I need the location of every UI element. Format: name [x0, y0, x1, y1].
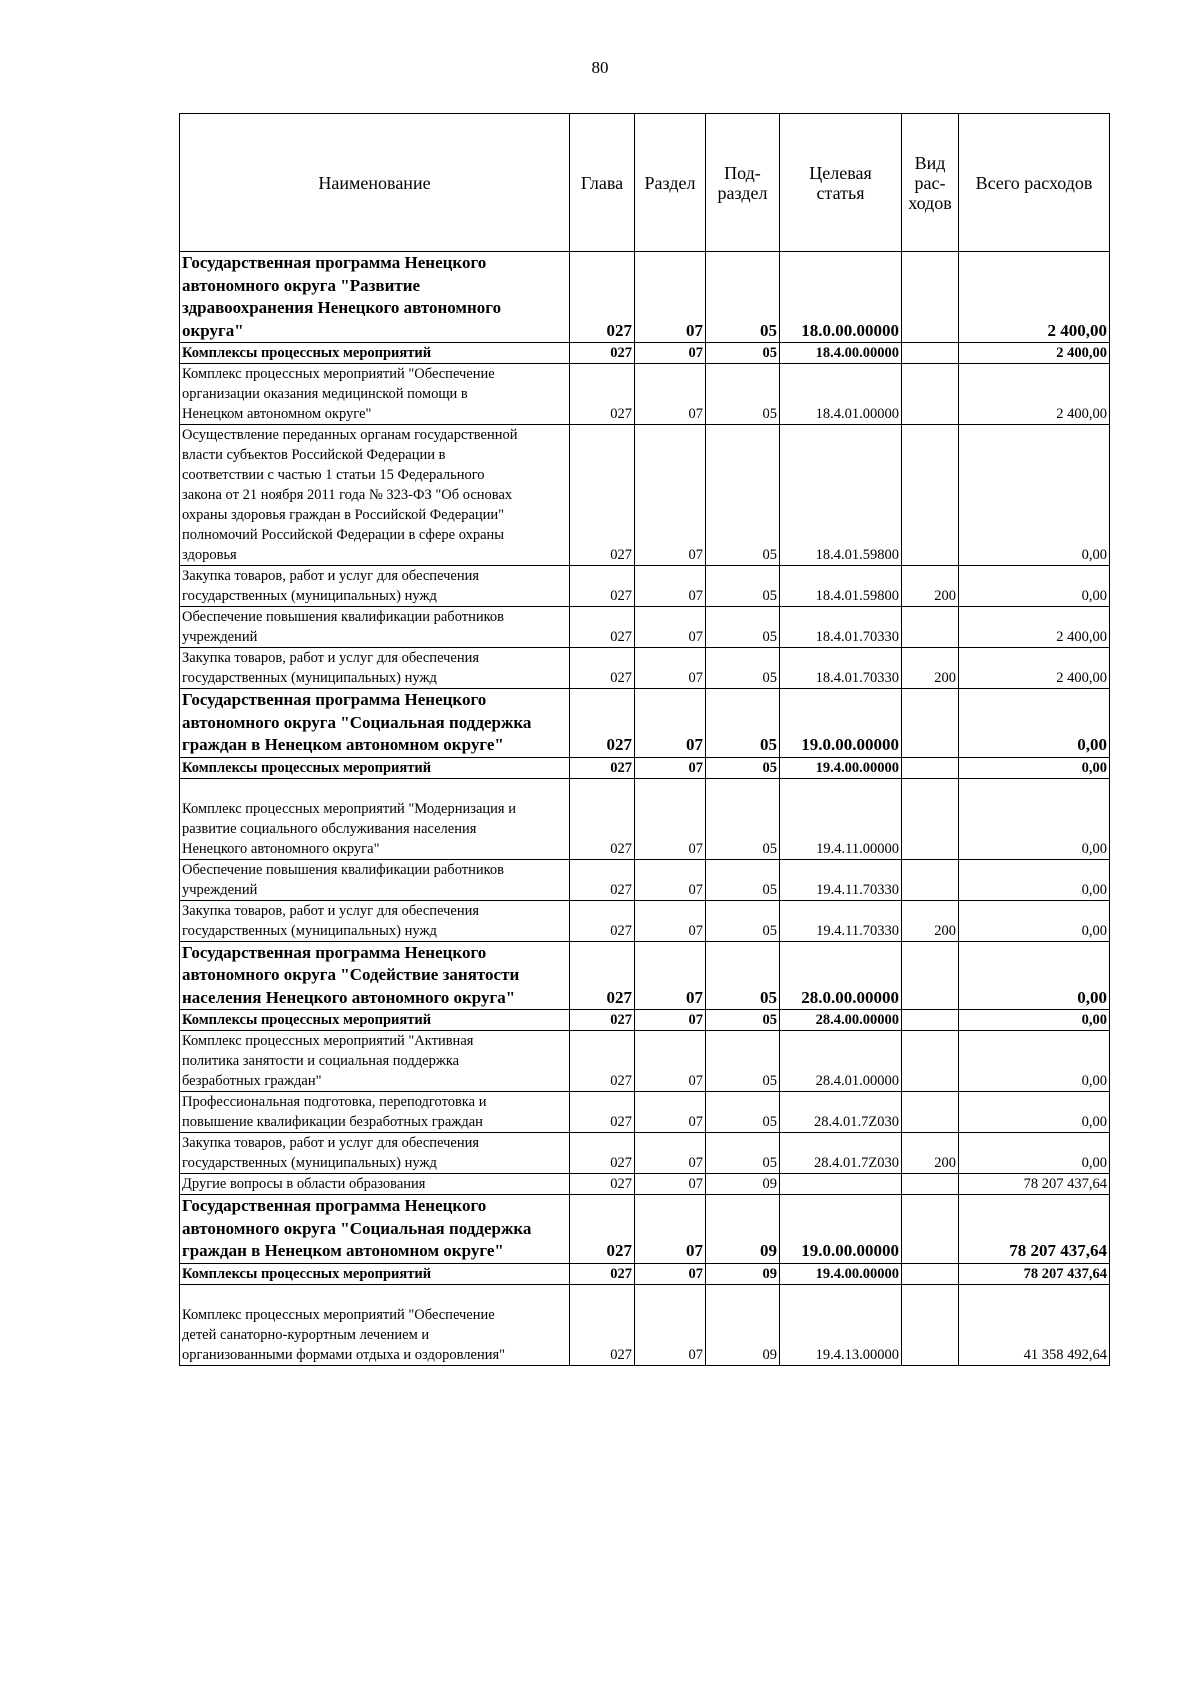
cell-celevaya-statya: 28.4.01.00000	[780, 1031, 902, 1092]
cell-razdel: 07	[635, 1195, 706, 1264]
cell-razdel: 07	[635, 425, 706, 566]
cell-podrazdel: 09	[706, 1195, 780, 1264]
table-row	[180, 1263, 1110, 1284]
cell-name: Закупка товаров, работ и услуг для обеспечения государственных (муниципальных) нужд	[180, 1133, 570, 1174]
cell-podrazdel: 05	[706, 900, 780, 941]
cell-name: Государственная программа Ненецкого автономного округа "Социальная поддержка граждан в Ненецком автономном округе"	[180, 1195, 570, 1264]
table-row	[180, 648, 1110, 689]
cell-glava: 027	[570, 1174, 635, 1195]
cell-vsego-rashodov: 0,00	[959, 757, 1110, 778]
cell-glava: 027	[570, 648, 635, 689]
cell-celevaya-statya: 18.0.00.00000	[780, 252, 902, 343]
cell-glava: 027	[570, 425, 635, 566]
cell-vsego-rashodov: 2 400,00	[959, 648, 1110, 689]
cell-glava: 027	[570, 1195, 635, 1264]
cell-vid-rashodov: 200	[902, 900, 959, 941]
table-row	[180, 1031, 1110, 1092]
cell-vid-rashodov	[902, 425, 959, 566]
table-row	[180, 778, 1110, 859]
table-row	[180, 364, 1110, 425]
cell-podrazdel: 05	[706, 607, 780, 648]
cell-celevaya-statya: 18.4.01.59800	[780, 425, 902, 566]
cell-vsego-rashodov: 0,00	[959, 859, 1110, 900]
cell-razdel: 07	[635, 859, 706, 900]
cell-name: Закупка товаров, работ и услуг для обеспечения государственных (муниципальных) нужд	[180, 566, 570, 607]
cell-vid-rashodov: 200	[902, 1133, 959, 1174]
table-row	[180, 689, 1110, 758]
cell-glava: 027	[570, 343, 635, 364]
cell-vsego-rashodov: 0,00	[959, 1010, 1110, 1031]
cell-vid-rashodov	[902, 689, 959, 758]
cell-celevaya-statya: 28.4.01.7Z030	[780, 1092, 902, 1133]
cell-vsego-rashodov: 2 400,00	[959, 252, 1110, 343]
table-row	[180, 343, 1110, 364]
cell-glava: 027	[570, 1092, 635, 1133]
table-row	[180, 607, 1110, 648]
cell-razdel: 07	[635, 1133, 706, 1174]
cell-podrazdel: 05	[706, 425, 780, 566]
cell-celevaya-statya: 19.4.11.70330	[780, 859, 902, 900]
cell-name: Государственная программа Ненецкого автономного округа "Социальная поддержка граждан в Ненецком автономном округе"	[180, 689, 570, 758]
cell-vid-rashodov	[902, 1092, 959, 1133]
cell-vid-rashodov: 200	[902, 566, 959, 607]
cell-razdel: 07	[635, 689, 706, 758]
table-row	[180, 425, 1110, 566]
cell-glava: 027	[570, 1010, 635, 1031]
cell-vsego-rashodov: 0,00	[959, 566, 1110, 607]
header-razdel: Раздел	[635, 114, 706, 252]
cell-celevaya-statya: 19.4.13.00000	[780, 1284, 902, 1365]
cell-vid-rashodov	[902, 364, 959, 425]
table-row	[180, 1092, 1110, 1133]
cell-podrazdel: 09	[706, 1284, 780, 1365]
cell-glava: 027	[570, 252, 635, 343]
header-vsego-rashodov: Всего расходов	[959, 114, 1110, 252]
cell-podrazdel: 05	[706, 859, 780, 900]
cell-podrazdel: 05	[706, 566, 780, 607]
cell-glava: 027	[570, 900, 635, 941]
table-row	[180, 1010, 1110, 1031]
cell-glava: 027	[570, 1031, 635, 1092]
cell-vid-rashodov	[902, 1031, 959, 1092]
cell-name: Профессиональная подготовка, переподготовка и повышение квалификации безработных граждан	[180, 1092, 570, 1133]
cell-glava: 027	[570, 607, 635, 648]
cell-razdel: 07	[635, 1284, 706, 1365]
cell-vsego-rashodov: 78 207 437,64	[959, 1195, 1110, 1264]
cell-name: Комплексы процессных мероприятий	[180, 1263, 570, 1284]
cell-vsego-rashodov: 2 400,00	[959, 607, 1110, 648]
cell-razdel: 07	[635, 1263, 706, 1284]
cell-name: Обеспечение повышения квалификации работников учреждений	[180, 859, 570, 900]
cell-podrazdel: 05	[706, 364, 780, 425]
cell-name: Государственная программа Ненецкого автономного округа "Содействие занятости населения Ненецкого автономного округа"	[180, 941, 570, 1010]
cell-vid-rashodov	[902, 1010, 959, 1031]
header-name: Наименование	[180, 114, 570, 252]
cell-razdel: 07	[635, 1174, 706, 1195]
cell-vid-rashodov	[902, 757, 959, 778]
cell-razdel: 07	[635, 566, 706, 607]
table-row	[180, 566, 1110, 607]
cell-celevaya-statya: 19.0.00.00000	[780, 1195, 902, 1264]
cell-celevaya-statya: 19.4.11.00000	[780, 778, 902, 859]
cell-glava: 027	[570, 566, 635, 607]
cell-razdel: 07	[635, 648, 706, 689]
cell-celevaya-statya: 18.4.01.00000	[780, 364, 902, 425]
cell-podrazdel: 05	[706, 1092, 780, 1133]
cell-vid-rashodov	[902, 1174, 959, 1195]
table-header-row	[180, 114, 1110, 252]
cell-celevaya-statya: 28.4.01.7Z030	[780, 1133, 902, 1174]
cell-razdel: 07	[635, 1031, 706, 1092]
cell-glava: 027	[570, 364, 635, 425]
table-row	[180, 1284, 1110, 1365]
cell-name: Комплекс процессных мероприятий "Обеспечение детей санаторно-курортным лечением и организованными формами отдыха и оздоровления"	[180, 1284, 570, 1365]
cell-celevaya-statya: 19.4.11.70330	[780, 900, 902, 941]
cell-glava: 027	[570, 1284, 635, 1365]
cell-razdel: 07	[635, 757, 706, 778]
cell-vid-rashodov: 200	[902, 648, 959, 689]
cell-podrazdel: 05	[706, 778, 780, 859]
table-body	[180, 252, 1110, 1366]
cell-vid-rashodov	[902, 343, 959, 364]
cell-name: Государственная программа Ненецкого автономного округа "Развитие здравоохранения Ненецкого автономного округа"	[180, 252, 570, 343]
cell-name: Другие вопросы в области образования	[180, 1174, 570, 1195]
cell-name: Комплексы процессных мероприятий	[180, 757, 570, 778]
page-number: 80	[591, 58, 609, 77]
cell-vsego-rashodov: 0,00	[959, 900, 1110, 941]
cell-name: Закупка товаров, работ и услуг для обеспечения государственных (муниципальных) нужд	[180, 648, 570, 689]
cell-razdel: 07	[635, 1010, 706, 1031]
cell-vsego-rashodov: 78 207 437,64	[959, 1174, 1110, 1195]
cell-podrazdel: 09	[706, 1174, 780, 1195]
cell-glava: 027	[570, 859, 635, 900]
cell-name: Комплекс процессных мероприятий "Обеспечение организации оказания медицинской помощи в Ненецком автономном округе"	[180, 364, 570, 425]
cell-podrazdel: 09	[706, 1263, 780, 1284]
header-podrazdel: Под- раздел	[706, 114, 780, 252]
cell-razdel: 07	[635, 252, 706, 343]
cell-podrazdel: 05	[706, 1133, 780, 1174]
cell-glava: 027	[570, 1133, 635, 1174]
cell-vsego-rashodov: 78 207 437,64	[959, 1263, 1110, 1284]
cell-glava: 027	[570, 1263, 635, 1284]
cell-celevaya-statya: 28.0.00.00000	[780, 941, 902, 1010]
cell-vsego-rashodov: 0,00	[959, 1133, 1110, 1174]
cell-vsego-rashodov: 0,00	[959, 1092, 1110, 1133]
table-row	[180, 757, 1110, 778]
cell-vid-rashodov	[902, 941, 959, 1010]
cell-razdel: 07	[635, 343, 706, 364]
cell-podrazdel: 05	[706, 757, 780, 778]
cell-vid-rashodov	[902, 607, 959, 648]
header-glava: Глава	[570, 114, 635, 252]
table-row	[180, 1174, 1110, 1195]
cell-celevaya-statya: 19.4.00.00000	[780, 757, 902, 778]
cell-vsego-rashodov: 0,00	[959, 941, 1110, 1010]
table-row	[180, 1195, 1110, 1264]
cell-vsego-rashodov: 0,00	[959, 689, 1110, 758]
cell-vsego-rashodov: 41 358 492,64	[959, 1284, 1110, 1365]
cell-celevaya-statya: 19.0.00.00000	[780, 689, 902, 758]
cell-razdel: 07	[635, 941, 706, 1010]
cell-name: Осуществление переданных органам государственной власти субъектов Российской Федерации в соответствии с частью 1 статьи 15 Федерального закона от 21 ноября 2011 года № 323-ФЗ "Об основах охраны здоровья граждан в Российской Федерации" полномочий Российской Федерации в сфере охраны здоровья	[180, 425, 570, 566]
header-celevaya-statya: Целевая статья	[780, 114, 902, 252]
cell-name: Комплексы процессных мероприятий	[180, 1010, 570, 1031]
cell-vsego-rashodov: 2 400,00	[959, 343, 1110, 364]
cell-podrazdel: 05	[706, 1031, 780, 1092]
cell-vsego-rashodov: 0,00	[959, 425, 1110, 566]
header-vid-rashodov: Вид рас- ходов	[902, 114, 959, 252]
cell-razdel: 07	[635, 607, 706, 648]
table-row	[180, 252, 1110, 343]
cell-razdel: 07	[635, 900, 706, 941]
cell-name: Закупка товаров, работ и услуг для обеспечения государственных (муниципальных) нужд	[180, 900, 570, 941]
cell-razdel: 07	[635, 364, 706, 425]
cell-vsego-rashodov: 0,00	[959, 1031, 1110, 1092]
cell-podrazdel: 05	[706, 1010, 780, 1031]
cell-podrazdel: 05	[706, 648, 780, 689]
table-row	[180, 859, 1110, 900]
cell-name: Комплекс процессных мероприятий "Активная политика занятости и социальная поддержка безработных граждан"	[180, 1031, 570, 1092]
cell-glava: 027	[570, 941, 635, 1010]
cell-vid-rashodov	[902, 1284, 959, 1365]
cell-celevaya-statya: 18.4.01.59800	[780, 566, 902, 607]
cell-name: Комплекс процессных мероприятий "Модернизация и развитие социального обслуживания населения Ненецкого автономного округа"	[180, 778, 570, 859]
cell-celevaya-statya: 18.4.01.70330	[780, 607, 902, 648]
cell-podrazdel: 05	[706, 343, 780, 364]
cell-podrazdel: 05	[706, 941, 780, 1010]
cell-celevaya-statya: 18.4.01.70330	[780, 648, 902, 689]
cell-glava: 027	[570, 778, 635, 859]
table-row	[180, 941, 1110, 1010]
budget-table	[179, 113, 1110, 1366]
cell-celevaya-statya: 18.4.00.00000	[780, 343, 902, 364]
cell-celevaya-statya: 28.4.00.00000	[780, 1010, 902, 1031]
cell-podrazdel: 05	[706, 689, 780, 758]
cell-glava: 027	[570, 757, 635, 778]
cell-vsego-rashodov: 0,00	[959, 778, 1110, 859]
cell-vid-rashodov	[902, 1195, 959, 1264]
cell-razdel: 07	[635, 778, 706, 859]
cell-celevaya-statya: 19.4.00.00000	[780, 1263, 902, 1284]
cell-vid-rashodov	[902, 252, 959, 343]
cell-vsego-rashodov: 2 400,00	[959, 364, 1110, 425]
cell-podrazdel: 05	[706, 252, 780, 343]
cell-glava: 027	[570, 689, 635, 758]
table-row	[180, 900, 1110, 941]
cell-celevaya-statya	[780, 1174, 902, 1195]
cell-razdel: 07	[635, 1092, 706, 1133]
cell-vid-rashodov	[902, 778, 959, 859]
cell-vid-rashodov	[902, 1263, 959, 1284]
cell-vid-rashodov	[902, 859, 959, 900]
cell-name: Обеспечение повышения квалификации работников учреждений	[180, 607, 570, 648]
table-row	[180, 1133, 1110, 1174]
cell-name: Комплексы процессных мероприятий	[180, 343, 570, 364]
